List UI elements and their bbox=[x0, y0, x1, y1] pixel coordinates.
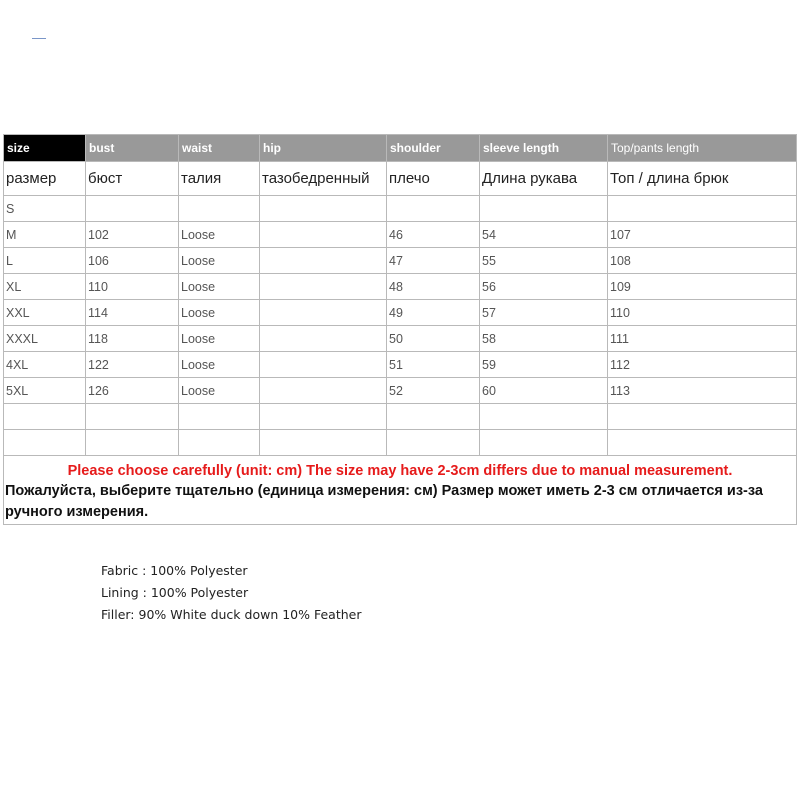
table-cell: 108 bbox=[608, 248, 797, 274]
table-row bbox=[4, 222, 797, 248]
table-row bbox=[4, 352, 797, 378]
header-ru-cell: плечо bbox=[387, 162, 480, 196]
table-cell: 48 bbox=[387, 274, 480, 300]
table-cell bbox=[608, 430, 797, 456]
header-cell: size bbox=[4, 135, 86, 162]
table-cell: 52 bbox=[387, 378, 480, 404]
header-ru-cell: Длина рукава bbox=[480, 162, 608, 196]
header-cell: waist bbox=[179, 135, 260, 162]
table-cell: 113 bbox=[608, 378, 797, 404]
table-cell bbox=[387, 430, 480, 456]
table-cell: 102 bbox=[86, 222, 179, 248]
table-cell: XL bbox=[4, 274, 86, 300]
table-cell: 110 bbox=[86, 274, 179, 300]
table-cell bbox=[608, 196, 797, 222]
table-row bbox=[4, 378, 797, 404]
fabric-info bbox=[101, 560, 361, 626]
table-cell bbox=[179, 430, 260, 456]
size-table bbox=[3, 134, 797, 525]
table-cell bbox=[260, 300, 387, 326]
table-cell: 122 bbox=[86, 352, 179, 378]
table-cell: 57 bbox=[480, 300, 608, 326]
table-cell: 107 bbox=[608, 222, 797, 248]
table-cell bbox=[260, 196, 387, 222]
table-cell bbox=[260, 274, 387, 300]
header-cell: shoulder bbox=[387, 135, 480, 162]
table-cell bbox=[179, 404, 260, 430]
header-ru-cell: талия bbox=[179, 162, 260, 196]
table-cell: 59 bbox=[480, 352, 608, 378]
table-cell bbox=[179, 196, 260, 222]
table-row bbox=[4, 430, 797, 456]
table-cell bbox=[86, 196, 179, 222]
table-cell: 109 bbox=[608, 274, 797, 300]
header-row-en bbox=[4, 135, 797, 162]
table-cell: 114 bbox=[86, 300, 179, 326]
table-cell bbox=[4, 404, 86, 430]
header-cell: hip bbox=[260, 135, 387, 162]
table-cell bbox=[480, 430, 608, 456]
table-cell: Loose bbox=[179, 326, 260, 352]
table-row bbox=[4, 404, 797, 430]
table-cell bbox=[260, 222, 387, 248]
table-cell: S bbox=[4, 196, 86, 222]
table-cell: 111 bbox=[608, 326, 797, 352]
table-cell: 126 bbox=[86, 378, 179, 404]
table-cell: L bbox=[4, 248, 86, 274]
table-cell: Loose bbox=[179, 274, 260, 300]
table-cell bbox=[260, 404, 387, 430]
table-cell bbox=[260, 378, 387, 404]
table-cell: M bbox=[4, 222, 86, 248]
table-row bbox=[4, 196, 797, 222]
filler-line: Filler: 90% White duck down 10% Feather bbox=[101, 607, 362, 622]
note-english: Please choose carefully (unit: cm) The size may have 2-3cm differs due to manual measurement. bbox=[67, 463, 733, 479]
table-row bbox=[4, 248, 797, 274]
table-cell: 54 bbox=[480, 222, 608, 248]
table-cell: 50 bbox=[387, 326, 480, 352]
table-cell: Loose bbox=[179, 352, 260, 378]
table-cell bbox=[260, 352, 387, 378]
table-row bbox=[4, 326, 797, 352]
header-cell: Top/pants length bbox=[608, 135, 797, 162]
table-cell bbox=[608, 404, 797, 430]
table-cell bbox=[480, 404, 608, 430]
fabric-line: Fabric : 100% Polyester bbox=[101, 563, 248, 578]
table-cell: 58 bbox=[480, 326, 608, 352]
table-cell bbox=[387, 196, 480, 222]
table-cell: Loose bbox=[179, 222, 260, 248]
table-cell bbox=[260, 248, 387, 274]
table-cell: 110 bbox=[608, 300, 797, 326]
table-cell: 51 bbox=[387, 352, 480, 378]
table-row bbox=[4, 300, 797, 326]
table-cell: 55 bbox=[480, 248, 608, 274]
header-row-ru bbox=[4, 162, 797, 196]
table-cell bbox=[4, 430, 86, 456]
header-ru-cell: Топ / длина брюк bbox=[608, 162, 797, 196]
table-cell bbox=[86, 404, 179, 430]
table-cell: Loose bbox=[179, 300, 260, 326]
note-cell bbox=[4, 456, 797, 525]
table-row bbox=[4, 274, 797, 300]
note-row bbox=[4, 456, 797, 525]
header-ru-cell: бюст bbox=[86, 162, 179, 196]
table-cell: 47 bbox=[387, 248, 480, 274]
header-cell: sleeve length bbox=[480, 135, 608, 162]
header-ru-cell: тазобедренный bbox=[260, 162, 387, 196]
header-cell: bust bbox=[86, 135, 179, 162]
table-cell bbox=[260, 430, 387, 456]
lining-line: Lining : 100% Polyester bbox=[101, 585, 249, 600]
table-cell: XXXL bbox=[4, 326, 86, 352]
table-cell: 118 bbox=[86, 326, 179, 352]
table-cell: 112 bbox=[608, 352, 797, 378]
table-cell: 60 bbox=[480, 378, 608, 404]
table-cell bbox=[260, 326, 387, 352]
table-cell: XXL bbox=[4, 300, 86, 326]
table-cell bbox=[387, 404, 480, 430]
table-cell: 49 bbox=[387, 300, 480, 326]
table-cell: 5XL bbox=[4, 378, 86, 404]
table-cell: 106 bbox=[86, 248, 179, 274]
table-cell: 56 bbox=[480, 274, 608, 300]
table-cell: Loose bbox=[179, 248, 260, 274]
table-cell bbox=[480, 196, 608, 222]
corner-mark bbox=[32, 38, 46, 39]
header-ru-cell: размер bbox=[4, 162, 86, 196]
table-cell: Loose bbox=[179, 378, 260, 404]
note-russian: Пожалуйста, выберите тщательно (единица измерения: см) Размер может иметь 2-3 см отличается из-за ручного измерения. bbox=[5, 483, 763, 520]
table-cell: 4XL bbox=[4, 352, 86, 378]
table-cell: 46 bbox=[387, 222, 480, 248]
table-cell bbox=[86, 430, 179, 456]
